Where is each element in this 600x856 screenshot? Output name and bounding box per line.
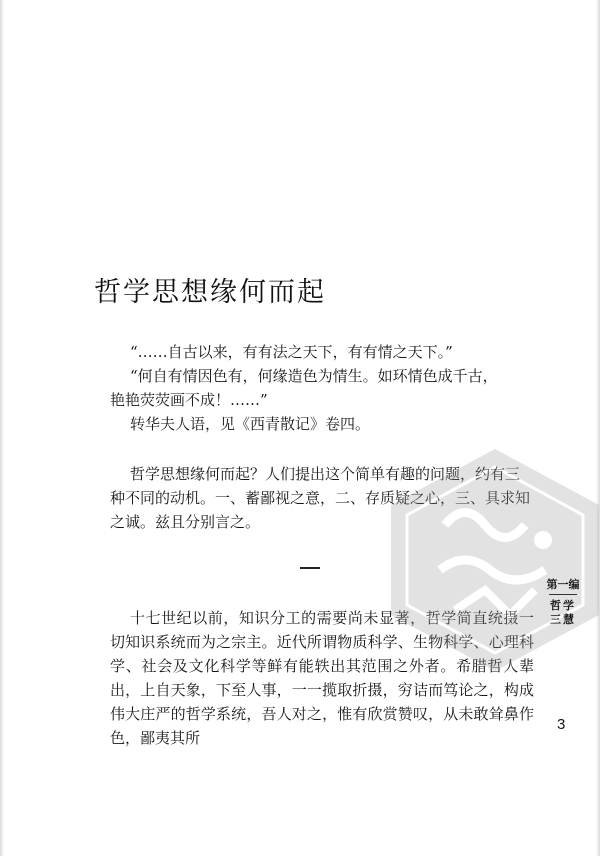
- side-tab-divider: [549, 594, 577, 595]
- page-number: 3: [557, 716, 566, 733]
- scan-shadow-left: [0, 0, 4, 856]
- body-paragraph: [110, 606, 534, 750]
- section-number: [300, 567, 320, 569]
- body-text: 十七世纪以前，知识分工的需要尚未显著，哲学简直统摄一切知识系统而为之宗主。近代所谓物质科学、生物科学、心理科学、社会及文化科学等鲜有能轶出其范围之外者。希腊哲人辈出，上自天象，下至人事，一一揽取折摄，穷诘而笃论之，构成伟大庄严的哲学系统，吾人对之，惟有欣赏赞叹，从未敢耸鼻作色，鄙夷其所: [110, 609, 534, 747]
- epigraph-line-1: “……自古以来，有有法之天下，有有情之天下。”: [130, 343, 453, 361]
- epigraph: [110, 340, 510, 436]
- intro-paragraph: [110, 462, 530, 534]
- epigraph-line-2: “何自有情因色有，何缘造色为情生。如环情色成千古，艳艳荧荧画不成！……”: [110, 367, 498, 409]
- chapter-title: 哲学思想缘何而起: [94, 277, 326, 308]
- side-tab-topic: 哲学三慧: [550, 599, 576, 626]
- side-tab-part: 第一编: [546, 578, 580, 591]
- side-tab: [545, 578, 581, 627]
- intro-text: 哲学思想缘何而起？人们提出这个简单有趣的问题，约有三种不同的动机。一、蓄鄙视之意，二、存质疑之心，三、具求知之诚。兹且分别言之。: [110, 465, 531, 531]
- epigraph-attribution: 转华夫人语，见《西青散记》卷四。: [130, 415, 371, 433]
- scan-shadow-right: [596, 0, 600, 856]
